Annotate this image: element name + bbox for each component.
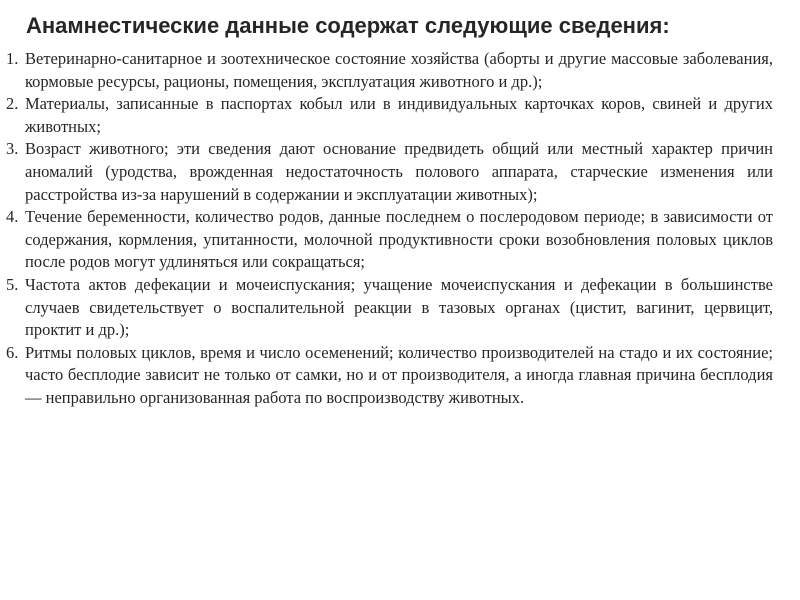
list-item bbox=[0, 48, 800, 93]
list-item bbox=[0, 138, 800, 206]
slide-title: Анамнестические данные содержат следующие сведения: bbox=[26, 13, 670, 38]
list-item bbox=[0, 93, 800, 138]
list-item bbox=[0, 342, 800, 410]
list-item-number: 1. bbox=[6, 49, 19, 68]
numbered-list bbox=[0, 48, 800, 410]
list-item-text: Частота актов дефекации и мочеиспускания; учащение мочеиспускания и дефекации в большинстве случаев свидетельствует о воспалительной реакции в тазовых органах (цистит, вагинит, цервицит, проктит и др.); bbox=[25, 274, 773, 340]
list-item bbox=[0, 206, 800, 274]
list-item-text: Возраст животного; эти сведения дают основание предвидеть общий или местный характер причин аномалий (уродства, врожденная недостаточность полового аппарата, старческие изменения или расстройства из-за нарушений в содержании и эксплуатации животных); bbox=[25, 139, 773, 204]
list-item-number: 2. bbox=[6, 94, 19, 114]
list-item-text: Ритмы половых циклов, время и число осеменений; количество производителей на стадо и их состояние; часто бесплодие зависит не только от самки, но и от производителя, а иногда главная причина бесплодия — неправильно организованная работа по воспроизводству животных. bbox=[25, 342, 773, 407]
list-item-text: Ветеринарно-санитарное и зоотехническое состояние хозяйства (аборты и другие массовые заболевания, кормовые ресурсы, рационы, помещения, эксплуатация животного и др.); bbox=[25, 49, 773, 91]
list-item-number: 6. bbox=[6, 342, 19, 362]
list-item-text: Материалы, записанные в паспортах кобыл или в индивидуальных карточках коров, свиней и других животных; bbox=[25, 94, 773, 136]
list-item-text: Течение беременности, количество родов, данные последнем о послеродовом периоде; в зависимости от содержания, кормления, упитанности, молочной продуктивности сроки возобновления половых циклов после родов могут удлиняться или сокращаться; bbox=[25, 207, 773, 272]
list-item-number: 3. bbox=[6, 139, 19, 159]
list-item-number: 5. bbox=[6, 274, 19, 294]
list-item bbox=[0, 274, 800, 342]
list-item-number: 4. bbox=[6, 207, 19, 227]
